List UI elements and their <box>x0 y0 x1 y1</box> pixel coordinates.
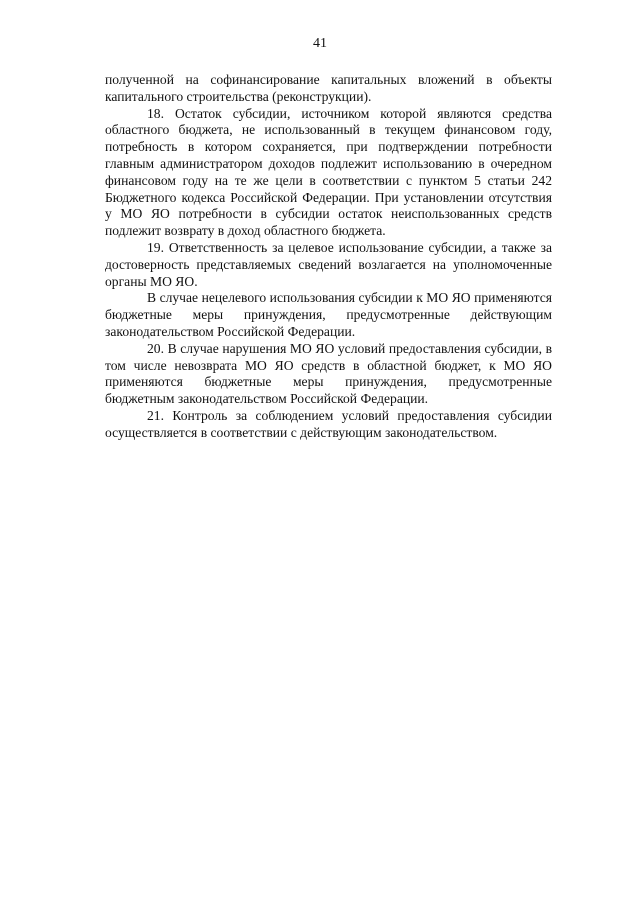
document-body <box>105 72 552 442</box>
paragraph-20: 20. В случае нарушения МО ЯО условий предоставления субсидии, в том числе невозврата МО ЯО средств в областной бюджет, к МО ЯО применяются бюджетные меры принуждения, предусмотренные бюджетным законодательством Российской Федерации. <box>105 340 552 407</box>
paragraph-18: 18. Остаток субсидии, источником которой являются средства областного бюджета, не использованный в текущем финансовом году, потребность в котором сохраняется, при подтверждении потребности главным администратором доходов подлежит использованию в очередном финансовом году на те же цели в соответствии с пунктом 5 статьи 242 Бюджетного кодекса Российской Федерации. При установлении отсутствия у МО ЯО потребности в субсидии остаток неиспользованных средств подлежит возврату в доход областного бюджета. <box>105 105 552 239</box>
paragraph-21: 21. Контроль за соблюдением условий предоставления субсидии осуществляется в соответствии с действующим законодательством. <box>105 407 552 440</box>
paragraph-19: 19. Ответственность за целевое использование субсидии, а также за достоверность представляемых сведений возлагается на уполномоченные органы МО ЯО. <box>105 239 552 289</box>
paragraph-continuation: полученной на софинансирование капитальных вложений в объекты капитального строительства (реконструкции). <box>105 72 552 104</box>
paragraph-19-misuse: В случае нецелевого использования субсидии к МО ЯО применяются бюджетные меры принуждения, предусмотренные действующим законодательством Российской Федерации. <box>105 290 552 339</box>
page-number: 41 <box>313 36 327 51</box>
